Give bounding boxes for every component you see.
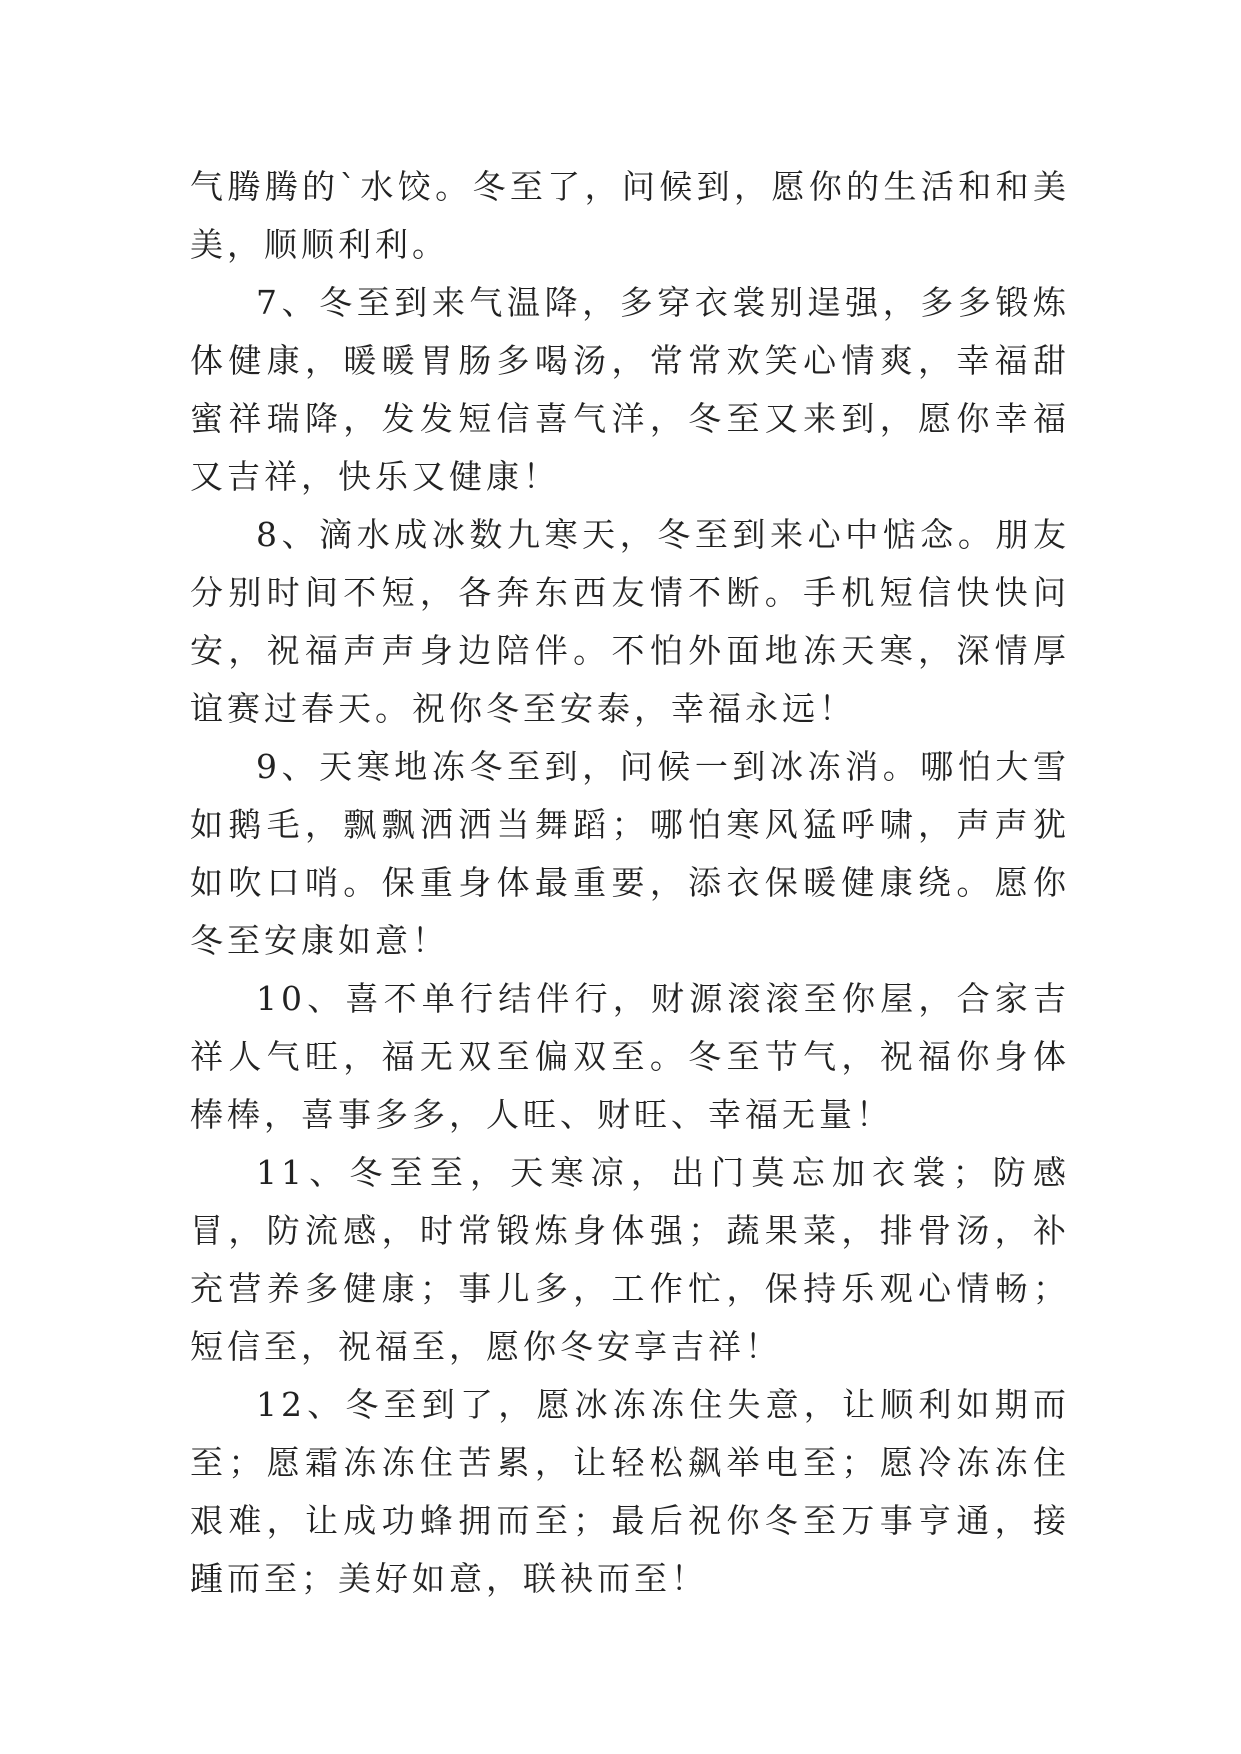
- document-body: [190, 158, 1070, 1608]
- paragraph-greeting-9: 9、天寒地冻冬至到，问候一到冰冻消。哪怕大雪如鹅毛，飘飘洒洒当舞蹈；哪怕寒风猛呼啸，声声犹如吹口哨。保重身体最重要，添衣保暖健康绕。愿你冬至安康如意！: [190, 747, 1070, 960]
- paragraph-greeting-7: 7、冬至到来气温降，多穿衣裳别逞强，多多锻炼体健康，暖暖胃肠多喝汤，常常欢笑心情爽，幸福甜蜜祥瑞降，发发短信喜气洋，冬至又来到，愿你幸福又吉祥，快乐又健康！: [190, 283, 1070, 496]
- paragraph-greeting-8: 8、滴水成冰数九寒天，冬至到来心中惦念。朋友分别时间不短，各奔东西友情不断。手机短信快快问安，祝福声声身边陪伴。不怕外面地冻天寒，深情厚谊赛过春天。祝你冬至安泰，幸福永远！: [190, 515, 1070, 728]
- paragraph-continuation: 气腾腾的`水饺。冬至了，问候到，愿你的生活和和美美，顺顺利利。: [190, 167, 1070, 264]
- paragraph-greeting-10: 10、喜不单行结伴行，财源滚滚至你屋，合家吉祥人气旺，福无双至偏双至。冬至节气，祝福你身体棒棒，喜事多多，人旺、财旺、幸福无量！: [190, 979, 1070, 1134]
- paragraph-greeting-11: 11、冬至至，天寒凉，出门莫忘加衣裳；防感冒，防流感，时常锻炼身体强；蔬果菜，排骨汤，补充营养多健康；事儿多，工作忙，保持乐观心情畅；短信至，祝福至，愿你冬安享吉祥！: [190, 1153, 1070, 1366]
- paragraph-greeting-12: 12、冬至到了，愿冰冻冻住失意，让顺利如期而至；愿霜冻冻住苦累，让轻松飙举电至；愿冷冻冻住艰难，让成功蜂拥而至；最后祝你冬至万事亨通，接踵而至；美好如意，联袂而至！: [190, 1385, 1070, 1598]
